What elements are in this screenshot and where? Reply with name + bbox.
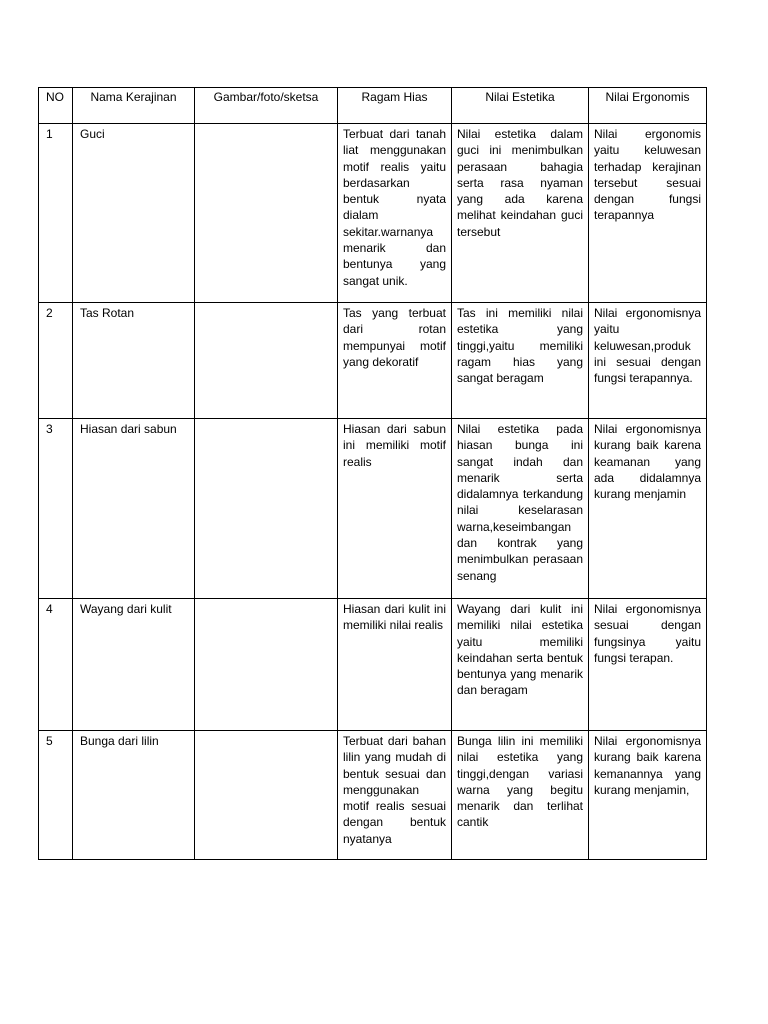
nilai-estetika-cell: Tas ini memiliki nilai estetika yang tinggi,yaitu memiliki ragam hias yang sangat beragam bbox=[452, 303, 589, 419]
header-no: NO bbox=[39, 88, 73, 124]
craft-name: Tas Rotan bbox=[73, 303, 195, 419]
header-ragam-hias: Ragam Hias bbox=[338, 88, 452, 124]
header-nilai-ergonomis: Nilai Ergonomis bbox=[589, 88, 707, 124]
nilai-estetika-cell: Nilai estetika dalam guci ini menimbulkan perasaan bahagia serta rasa nyaman yang ada karena melihat keindahan guci tersebut bbox=[452, 124, 589, 303]
table-row bbox=[39, 731, 707, 860]
ragam-hias-cell: Hiasan dari sabun ini memiliki motif realis bbox=[338, 419, 452, 599]
image-cell bbox=[195, 303, 338, 419]
ragam-hias-cell: Terbuat dari tanah liat menggunakan motif realis yaitu berdasarkan bentuk nyata dialam sekitar.warnanya menarik dan bentunya yang sangat unik. bbox=[338, 124, 452, 303]
image-cell bbox=[195, 124, 338, 303]
header-name: Nama Kerajinan bbox=[73, 88, 195, 124]
row-number: 4 bbox=[39, 599, 73, 731]
table-row bbox=[39, 303, 707, 419]
craft-name: Wayang dari kulit bbox=[73, 599, 195, 731]
table-row bbox=[39, 419, 707, 599]
nilai-estetika-cell: Bunga lilin ini memiliki nilai estetika yang tinggi,dengan variasi warna yang begitu menarik dan terlihat cantik bbox=[452, 731, 589, 860]
image-cell bbox=[195, 419, 338, 599]
nilai-ergonomis-cell: Nilai ergonomisnya kurang baik karena keamanan yang ada didalamnya kurang menjamin bbox=[589, 419, 707, 599]
craft-name: Guci bbox=[73, 124, 195, 303]
header-row bbox=[39, 88, 707, 124]
row-number: 3 bbox=[39, 419, 73, 599]
ragam-hias-cell: Tas yang terbuat dari rotan mempunyai motif yang dekoratif bbox=[338, 303, 452, 419]
row-number: 5 bbox=[39, 731, 73, 860]
document-page bbox=[38, 87, 706, 860]
craft-name: Hiasan dari sabun bbox=[73, 419, 195, 599]
image-cell bbox=[195, 599, 338, 731]
row-number: 1 bbox=[39, 124, 73, 303]
nilai-ergonomis-cell: Nilai ergonomis yaitu keluwesan terhadap kerajinan tersebut sesuai dengan fungsi terapannya bbox=[589, 124, 707, 303]
ragam-hias-cell: Hiasan dari kulit ini memiliki nilai realis bbox=[338, 599, 452, 731]
ragam-hias-cell: Terbuat dari bahan lilin yang mudah di bentuk sesuai dan menggunakan motif realis sesuai dengan bentuk nyatanya bbox=[338, 731, 452, 860]
table-row bbox=[39, 124, 707, 303]
nilai-estetika-cell: Wayang dari kulit ini memiliki nilai estetika yaitu memiliki keindahan serta bentuk bentunya yang menarik dan beragam bbox=[452, 599, 589, 731]
nilai-ergonomis-cell: Nilai ergonomisnya yaitu keluwesan,produk ini sesuai dengan fungsi terapannya. bbox=[589, 303, 707, 419]
row-number: 2 bbox=[39, 303, 73, 419]
nilai-ergonomis-cell: Nilai ergonomisnya kurang baik karena kemanannya yang kurang menjamin, bbox=[589, 731, 707, 860]
table-row bbox=[39, 599, 707, 731]
craft-name: Bunga dari lilin bbox=[73, 731, 195, 860]
nilai-estetika-cell: Nilai estetika pada hiasan bunga ini sangat indah dan menarik serta didalamnya terkandung nilai keselarasan warna,keseimbangan dan kontrak yang menimbulkan perasaan senang bbox=[452, 419, 589, 599]
nilai-ergonomis-cell: Nilai ergonomisnya sesuai dengan fungsinya yaitu fungsi terapan. bbox=[589, 599, 707, 731]
craft-table bbox=[38, 87, 707, 860]
header-nilai-estetika: Nilai Estetika bbox=[452, 88, 589, 124]
image-cell bbox=[195, 731, 338, 860]
header-image: Gambar/foto/sketsa bbox=[195, 88, 338, 124]
